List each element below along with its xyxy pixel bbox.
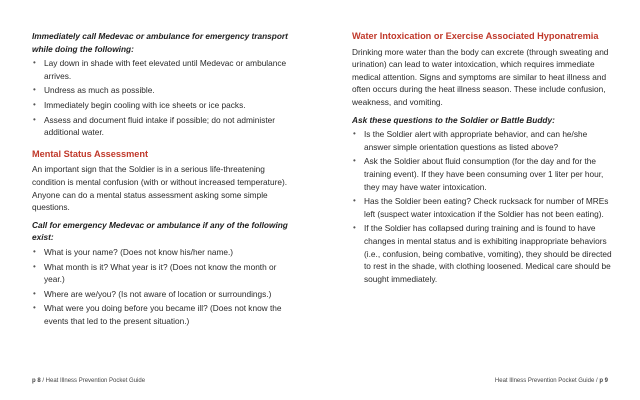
right-column bbox=[352, 30, 614, 287]
list-item: • Undress as much as possible. bbox=[32, 84, 294, 97]
list-item: • Assess and document fluid intake if possible; do not administer additional water. bbox=[32, 114, 294, 139]
mental-status-heading: Mental Status Assessment bbox=[32, 148, 149, 159]
list-item: • If the Soldier has collapsed during training and is found to have changes in mental status and is exhibiting inappropriate behaviors (i.e., confusion, being combative, vomiting), they should be directed to rest in the shade, with clothing loosened. Medical care should be sought immediately. bbox=[352, 222, 614, 285]
call-list bbox=[32, 246, 294, 328]
list-item: • Has the Soldier been eating? Check rucksack for number of MREs left (suspect water intoxication if the Soldier has not been eating). bbox=[352, 195, 614, 220]
list-item: • Ask the Soldier about fluid consumption (for the day and for the training event). If they have been consuming over 1 liter per hour, they may have water intoxication. bbox=[352, 155, 614, 193]
call-lead: Call for emergency Medevac or ambulance if any of the following exist: bbox=[32, 219, 288, 243]
intro-lead: Immediately call Medevac or ambulance for emergency transport while doing the following: bbox=[32, 31, 288, 54]
list-item: • Immediately begin cooling with ice sheets or ice packs. bbox=[32, 99, 294, 112]
footer-title-right: Heat Illness Prevention Pocket Guide / bbox=[494, 378, 598, 384]
footer-title-left: / Heat Illness Prevention Pocket Guide bbox=[42, 378, 146, 384]
list-item: • Lay down in shade with feet elevated until Medevac or ambulance arrives. bbox=[32, 57, 294, 82]
mental-status-paragraph-2: Anyone can do a mental status assessment asking some simple questions. bbox=[32, 189, 268, 213]
list-item: • Is the Soldier alert with appropriate behavior, and can he/she answer simple orientation questions as listed above? bbox=[352, 128, 614, 153]
mental-status-paragraph: An important sign that the Soldier is in a serious life-threatening condition is mental confusion (with or without increased temperature). bbox=[32, 164, 288, 187]
ask-list bbox=[352, 128, 614, 285]
water-intoxication-heading: Water Intoxication or Exercise Associated Hyponatremia bbox=[352, 31, 599, 41]
intro-list bbox=[32, 57, 294, 139]
list-item: • What were you doing before you became ill? (Does not know the events that led to the present situation.) bbox=[32, 302, 294, 327]
list-item: • Where are we/you? (Is not aware of location or surroundings.) bbox=[32, 288, 294, 301]
list-item: • What is your name? (Does not know his/her name.) bbox=[32, 246, 294, 259]
footer-right bbox=[495, 378, 608, 384]
list-item: • What month is it? What year is it? (Does not know the month or year.) bbox=[32, 261, 294, 286]
water-intoxication-paragraph: Drinking more water than the body can excrete (through sweating and urination) can lead to water intoxication, which requires immediate medical attention. Signs and symptoms are similar to heat illness and often occurs during the heat illness season. These include confusion, weakness, and vomiting. bbox=[352, 46, 609, 107]
page-number-right: p 9 bbox=[599, 378, 608, 384]
ask-lead: Ask these questions to the Soldier or Battle Buddy: bbox=[352, 114, 555, 125]
footer-left bbox=[32, 378, 145, 384]
page-number-left: p 8 bbox=[32, 378, 41, 384]
left-column bbox=[32, 30, 294, 329]
